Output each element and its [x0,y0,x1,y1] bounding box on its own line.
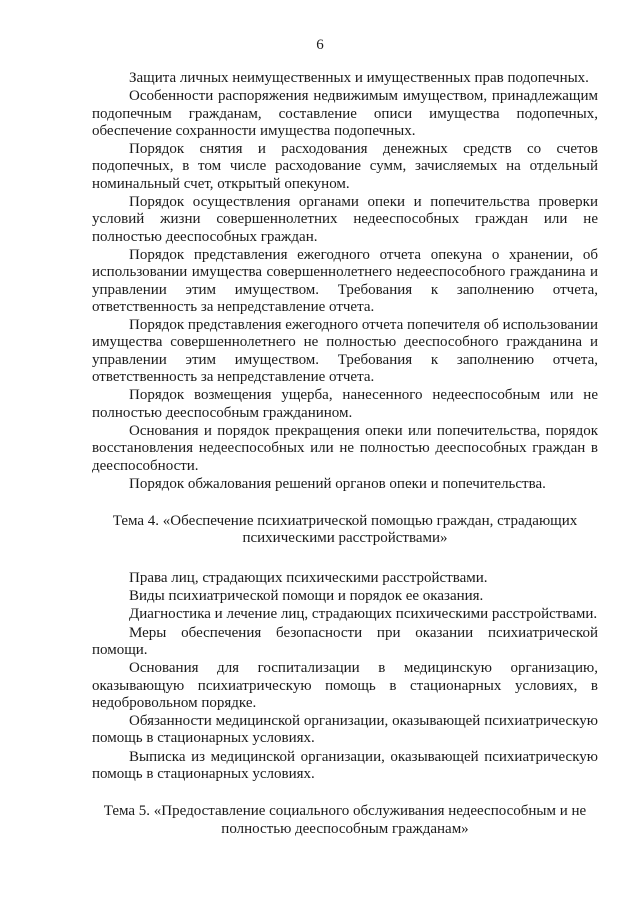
paragraph: Порядок возмещения ущерба, нанесенного недееспособным или не полностью дееспособным гражданином. [92,387,598,421]
page-number: 6 [316,37,324,53]
topic-5-heading-line-2: полностью дееспособным гражданам» [221,820,469,837]
topic-5-heading [92,803,598,838]
paragraph: Особенности распоряжения недвижимым имуществом, принадлежащим подопечным гражданам, составление описи имущества подопечных, обеспечение сохранности имущества подопечных. [92,88,598,139]
paragraph: Основания и порядок прекращения опеки или попечительства, порядок восстановления недееспособных или не полностью дееспособных граждан в дееспособности. [92,422,598,474]
topic-4-heading [92,513,598,548]
topic-5-heading-line-1: Тема 5. «Предоставление социального обслуживания недееспособным и не [103,803,587,820]
paragraph: Права лиц, страдающих психическими расстройствами. [129,569,488,586]
paragraph: Обязанности медицинской организации, оказывающей психиатрическую помощь в стационарных условиях. [92,713,598,747]
paragraph: Основания для госпитализации в медицинскую организацию, оказывающую психиатрическую помощь в стационарных условиях, в недобровольном порядке. [92,660,598,711]
paragraph: Меры обеспечения безопасности при оказании психиатрической помощи. [92,624,598,658]
paragraph: Выписка из медицинской организации, оказывающей психиатрическую помощь в стационарных условиях. [92,748,598,782]
topic-4-heading-line-1: Тема 4. «Обеспечение психиатрической помощью граждан, страдающих [112,513,578,530]
paragraph: Порядок представления ежегодного отчета опекуна о хранении, об использовании имущества совершеннолетнего недееспособного гражданина и управлении этим имуществом. Требования к заполнению отчета, ответственность за непредставление отчета. [92,246,598,315]
paragraph: Порядок осуществления органами опеки и попечительства проверки условий жизни совершеннолетних недееспособных граждан или не полностью дееспособных граждан. [92,194,598,245]
paragraph: Порядок представления ежегодного отчета попечителя об использовании имущества совершеннолетнего не полностью дееспособного гражданина и управлении этим имуществом. Требования к заполнению отчета, ответственность за непредставление отчета. [92,317,598,386]
paragraph: Виды психиатрической помощи и порядок ее оказания. [129,588,484,605]
paragraph: Порядок обжалования решений органов опеки и попечительства. [129,475,546,492]
paragraph: Защита личных неимущественных и имущественных прав подопечных. [129,70,589,86]
document-body [92,70,598,838]
paragraph: Порядок снятия и расходования денежных средств со счетов подопечных, в том числе расходование сумм, зачисляемых на отдельный номинальный счет, открытый опекуном. [92,141,598,192]
topic-4-heading-line-2: психическими расстройствами» [242,530,448,547]
paragraph: Диагностика и лечение лиц, страдающих психическими расстройствами. [129,606,598,623]
